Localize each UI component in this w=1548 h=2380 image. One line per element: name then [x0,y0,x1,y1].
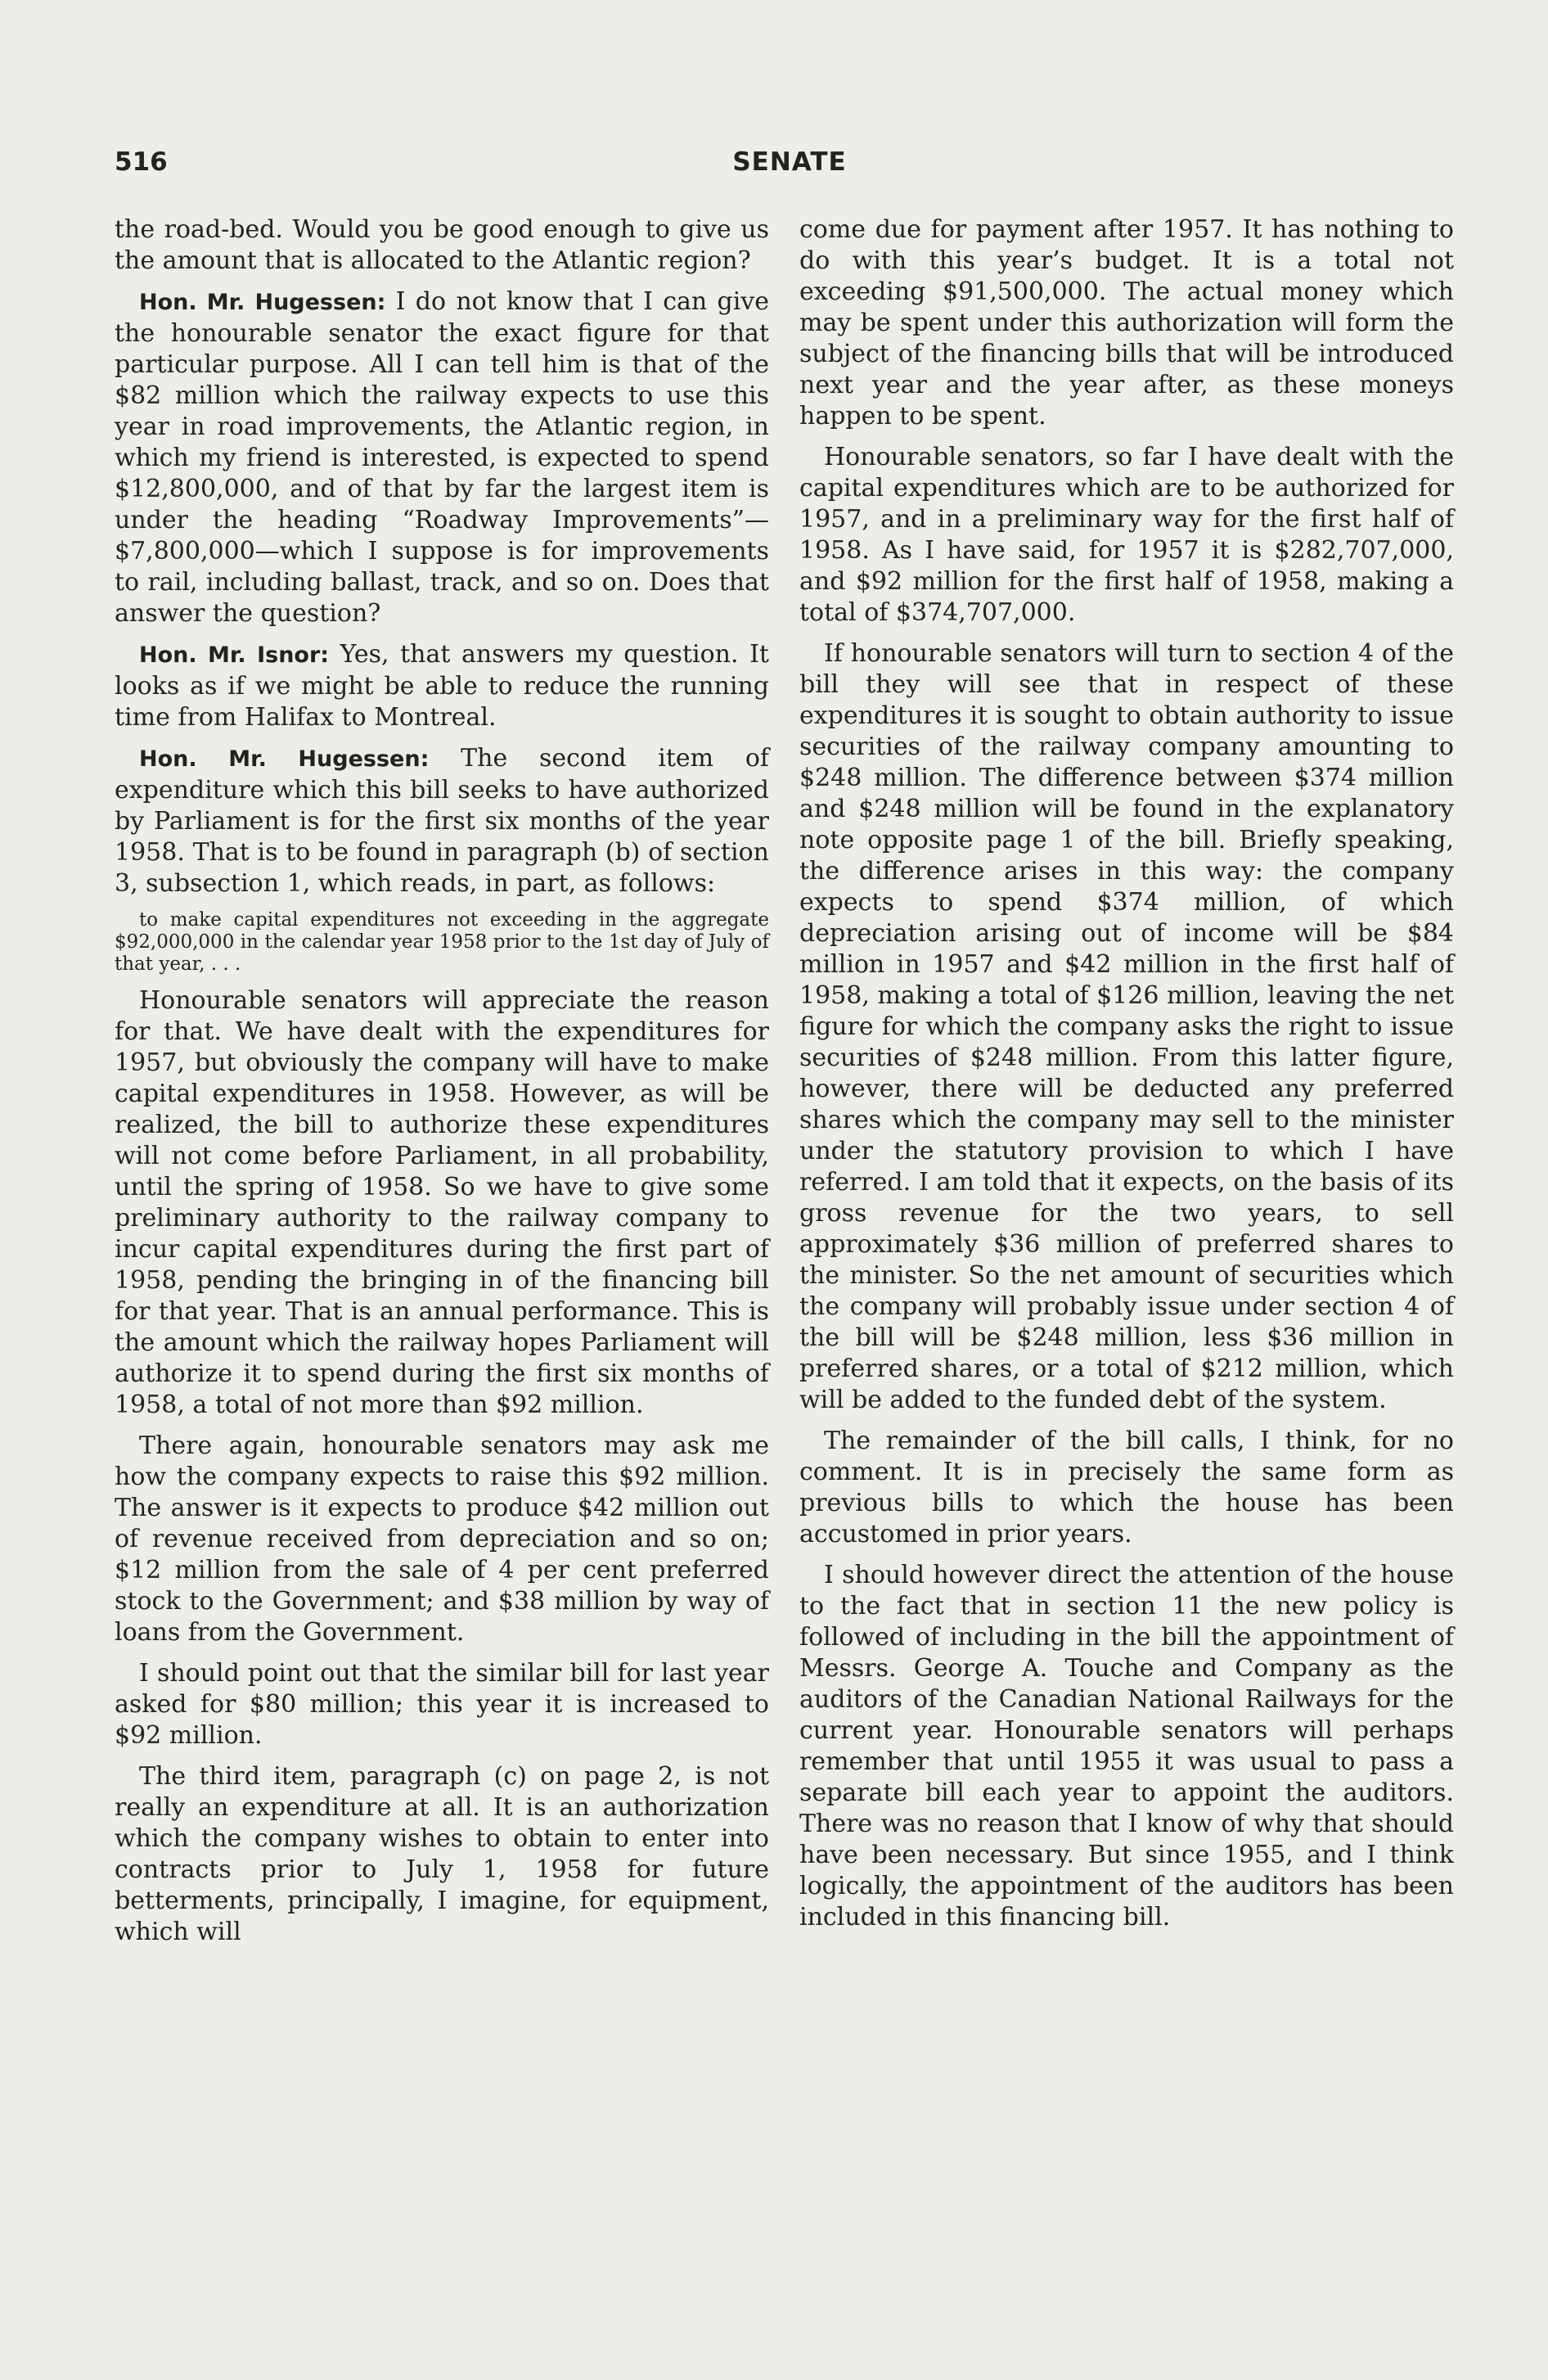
speech-text: Yes, that answers my question. It looks as if we might be able to reduce the running time from Halifax to Montreal. [115,640,769,732]
left-column [115,214,769,1958]
speech-text: I do not know that I can give the honourable senator the exact figure for that particular purpose. All I can tell him is that of the $82 million which the railway expects to use this year in road improvements, the Atlantic region, in which my friend is interested, is expected to spend $12,800,000, and of that by far the largest item is under the heading “Roadway Improvements”—$7,800,000—which I suppose is for improvements to rail, including ballast, track, and so on. Does that answer the question? [115,287,769,628]
paragraph: If honourable senators will turn to section 4 of the bill they will see that in respect of these expenditures it is sought to obtain authority to issue securities of the railway company amounting to $248 million. The difference between $374 million and $248 million will be found in the explanatory note opposite page 1 of the bill. Briefly speaking, the difference arises in this way: the company expects to spend $374 million, of which depreciation arising out of income will be $84 million in 1957 and $42 million in the first half of 1958, making a total of $126 million, leaving the net figure for which the company asks the right to issue securities of $248 million. From this latter figure, however, there will be deducted any preferred shares which the company may sell to the minister under the statutory provision to which I have referred. I am told that it expects, on the basis of its gross revenue for the two years, to sell approximately $36 million of preferred shares to the minister. So the net amount of securities which the company will probably issue under section 4 of the bill will be $248 million, less $36 million in preferred shares, or a total of $212 million, which will be added to the funded debt of the system. [799,639,1454,1414]
page-number: 516 [115,147,168,177]
speech-paragraph [115,639,769,733]
block-quote: to make capital expenditures not exceeding in the aggregate $92,000,000 in the calendar year 1958 prior to the 1st day of July of that year, . . . [115,909,769,975]
paragraph: Honourable senators will appreciate the reason for that. We have dealt with the expenditures for 1957, but obviously the company will have to make capital expenditures in 1958. However, as will be realized, the bill to authorize these expenditures will not come before Parliament, in all probability, until the spring of 1958. So we have to give some preliminary authority to the railway company to incur capital expenditures during the first part of 1958, pending the bringing in of the financing bill for that year. That is an annual performance. This is the amount which the railway hopes Parliament will authorize it to spend during the first six months of 1958, a total of not more than $92 million. [115,986,769,1419]
paragraph: I should however direct the attention of the house to the fact that in section 11 the new policy is followed of including in the bill the appointment of Messrs. George A. Touche and Company as the auditors of the Canadian National Railways for the current year. Honourable senators will perhaps remember that until 1955 it was usual to pass a separate bill each year to appoint the auditors. There was no reason that I know of why that should have been necessary. But since 1955, and I think logically, the appointment of the auditors has been included in this financing bill. [799,1561,1454,1931]
paragraph: come due for payment after 1957. It has nothing to do with this year’s budget. It is a total not exceeding $91,500,000. The actual money which may be spent under this authorization will form the subject of the financing bills that will be introduced next year and the year after, as these moneys happen to be spent. [799,215,1454,430]
speaker-name: Hon. Mr. Hugessen: [139,290,386,315]
speech-text: The second item of expenditure which this bill seeks to have authorized by Parliament is for the first six months of the year 1958. That is to be found in paragraph (b) of section 3, subsection 1, which reads, in part, as follows: [115,744,769,898]
paragraph: There again, honourable senators may ask me how the company expects to raise this $92 million. The answer is it expects to produce $42 million out of revenue received from depreciation and so on; $12 million from the sale of 4 per cent preferred stock to the Government; and $38 million by way of loans from the Government. [115,1431,769,1647]
page-title: SENATE [732,147,847,177]
speaker-name: Hon. Mr. Isnor: [139,642,330,668]
page-header [115,147,1465,188]
right-column [799,214,1454,1943]
paragraph: The third item, paragraph (c) on page 2, is not really an expenditure at all. It is an authorization which the company wishes to obtain to enter into contracts prior to July 1, 1958 for future betterments, principally, I imagine, for equipment, which will [115,1762,769,1946]
paragraph: Honourable senators, so far I have dealt with the capital expenditures which are to be authorized for 1957, and in a preliminary way for the first half of 1958. As I have said, for 1957 it is $282,707,000, and $92 million for the first half of 1958, making a total of $374,707,000. [799,443,1454,627]
speech-paragraph [115,286,769,629]
paragraph: The remainder of the bill calls, I think, for no comment. It is in precisely the same form as previous bills to which the house has been accustomed in prior years. [799,1427,1454,1548]
speaker-name: Hon. Mr. Hugessen: [139,746,430,772]
paragraph: the road-bed. Would you be good enough to give us the amount that is allocated to the Atlantic region? [115,215,769,275]
speech-paragraph [115,743,769,899]
paragraph: I should point out that the similar bill for last year asked for $80 million; this year it is increased to $92 million. [115,1659,769,1750]
